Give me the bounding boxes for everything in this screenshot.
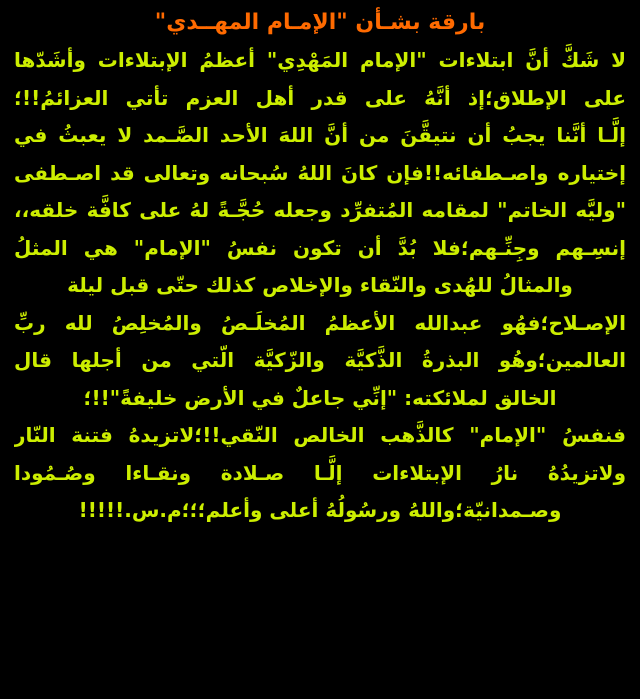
text-line: والمثالُ للهُدى والنّقاء والإخلاص كذلك حتّى قبل ليلة: [67, 273, 573, 297]
document-body: [14, 42, 626, 530]
text-line: إلَّـا أنَّنا يجبُ أن نتيقَّنَ من أنَّ اللهَ الأحد الصَّـمد لا يعبثُ في: [14, 123, 626, 147]
text-line: إختياره واصـطفائه!!فإن كانَ اللهُ سُبحانه وتعالى قد اصـطفى: [14, 160, 626, 185]
text-line: الإصـلاح؛فهُو عبدالله الأعظمُ المُخلَـصُ والمُخلِصُ لله ربِّ: [14, 310, 626, 335]
text-line: "وليَّه الخاتم" لمقامه المُتفرِّد وجعله حُجَّـةً لهُ على كافَّة خلقه،،: [14, 198, 626, 222]
text-line: لا شَكَّ أنَّ ابتلاءات "الإمام المَهْدِي" أعظمُ الإبتلاءات وأشَدّها: [14, 48, 626, 72]
text-line: العالمين؛وهُو البذرةُ الذَّكيَّة والزّكيَّة الّتي من أجلها قال: [14, 348, 626, 372]
text-line: على الإطلاق؛إذ أنَّهُ على قدر أهل العزم تأتي العزائمُ!!؛: [14, 85, 626, 110]
document-title: بارقة بشـأن "الإمـام المهــدي": [154, 10, 486, 35]
text-line: فنفسُ "الإمام" كالذَّهب الخالص النّقي!!؛لاتزيدهُ فتنة النّار: [14, 423, 626, 447]
text-line: الخالق لملائكته: "إنِّي جاعلٌ في الأرض خليفةً"!!؛: [83, 385, 557, 410]
text-line: ولاتزيدُهُ نارُ الإبتلاءات إلَّـا صـلادة ونقـاءا وصُـمُودا: [14, 460, 626, 485]
text-line: وصـمدانيّة؛واللهُ ورسُولُهُ أعلى وأعلم؛؛؛م.س.!!!!!: [78, 498, 562, 522]
text-line: إنسِـهم وجِنِّـهم؛فلا بُدَّ أن تكون نفسُ "الإمام" هي المثلُ: [14, 235, 626, 260]
